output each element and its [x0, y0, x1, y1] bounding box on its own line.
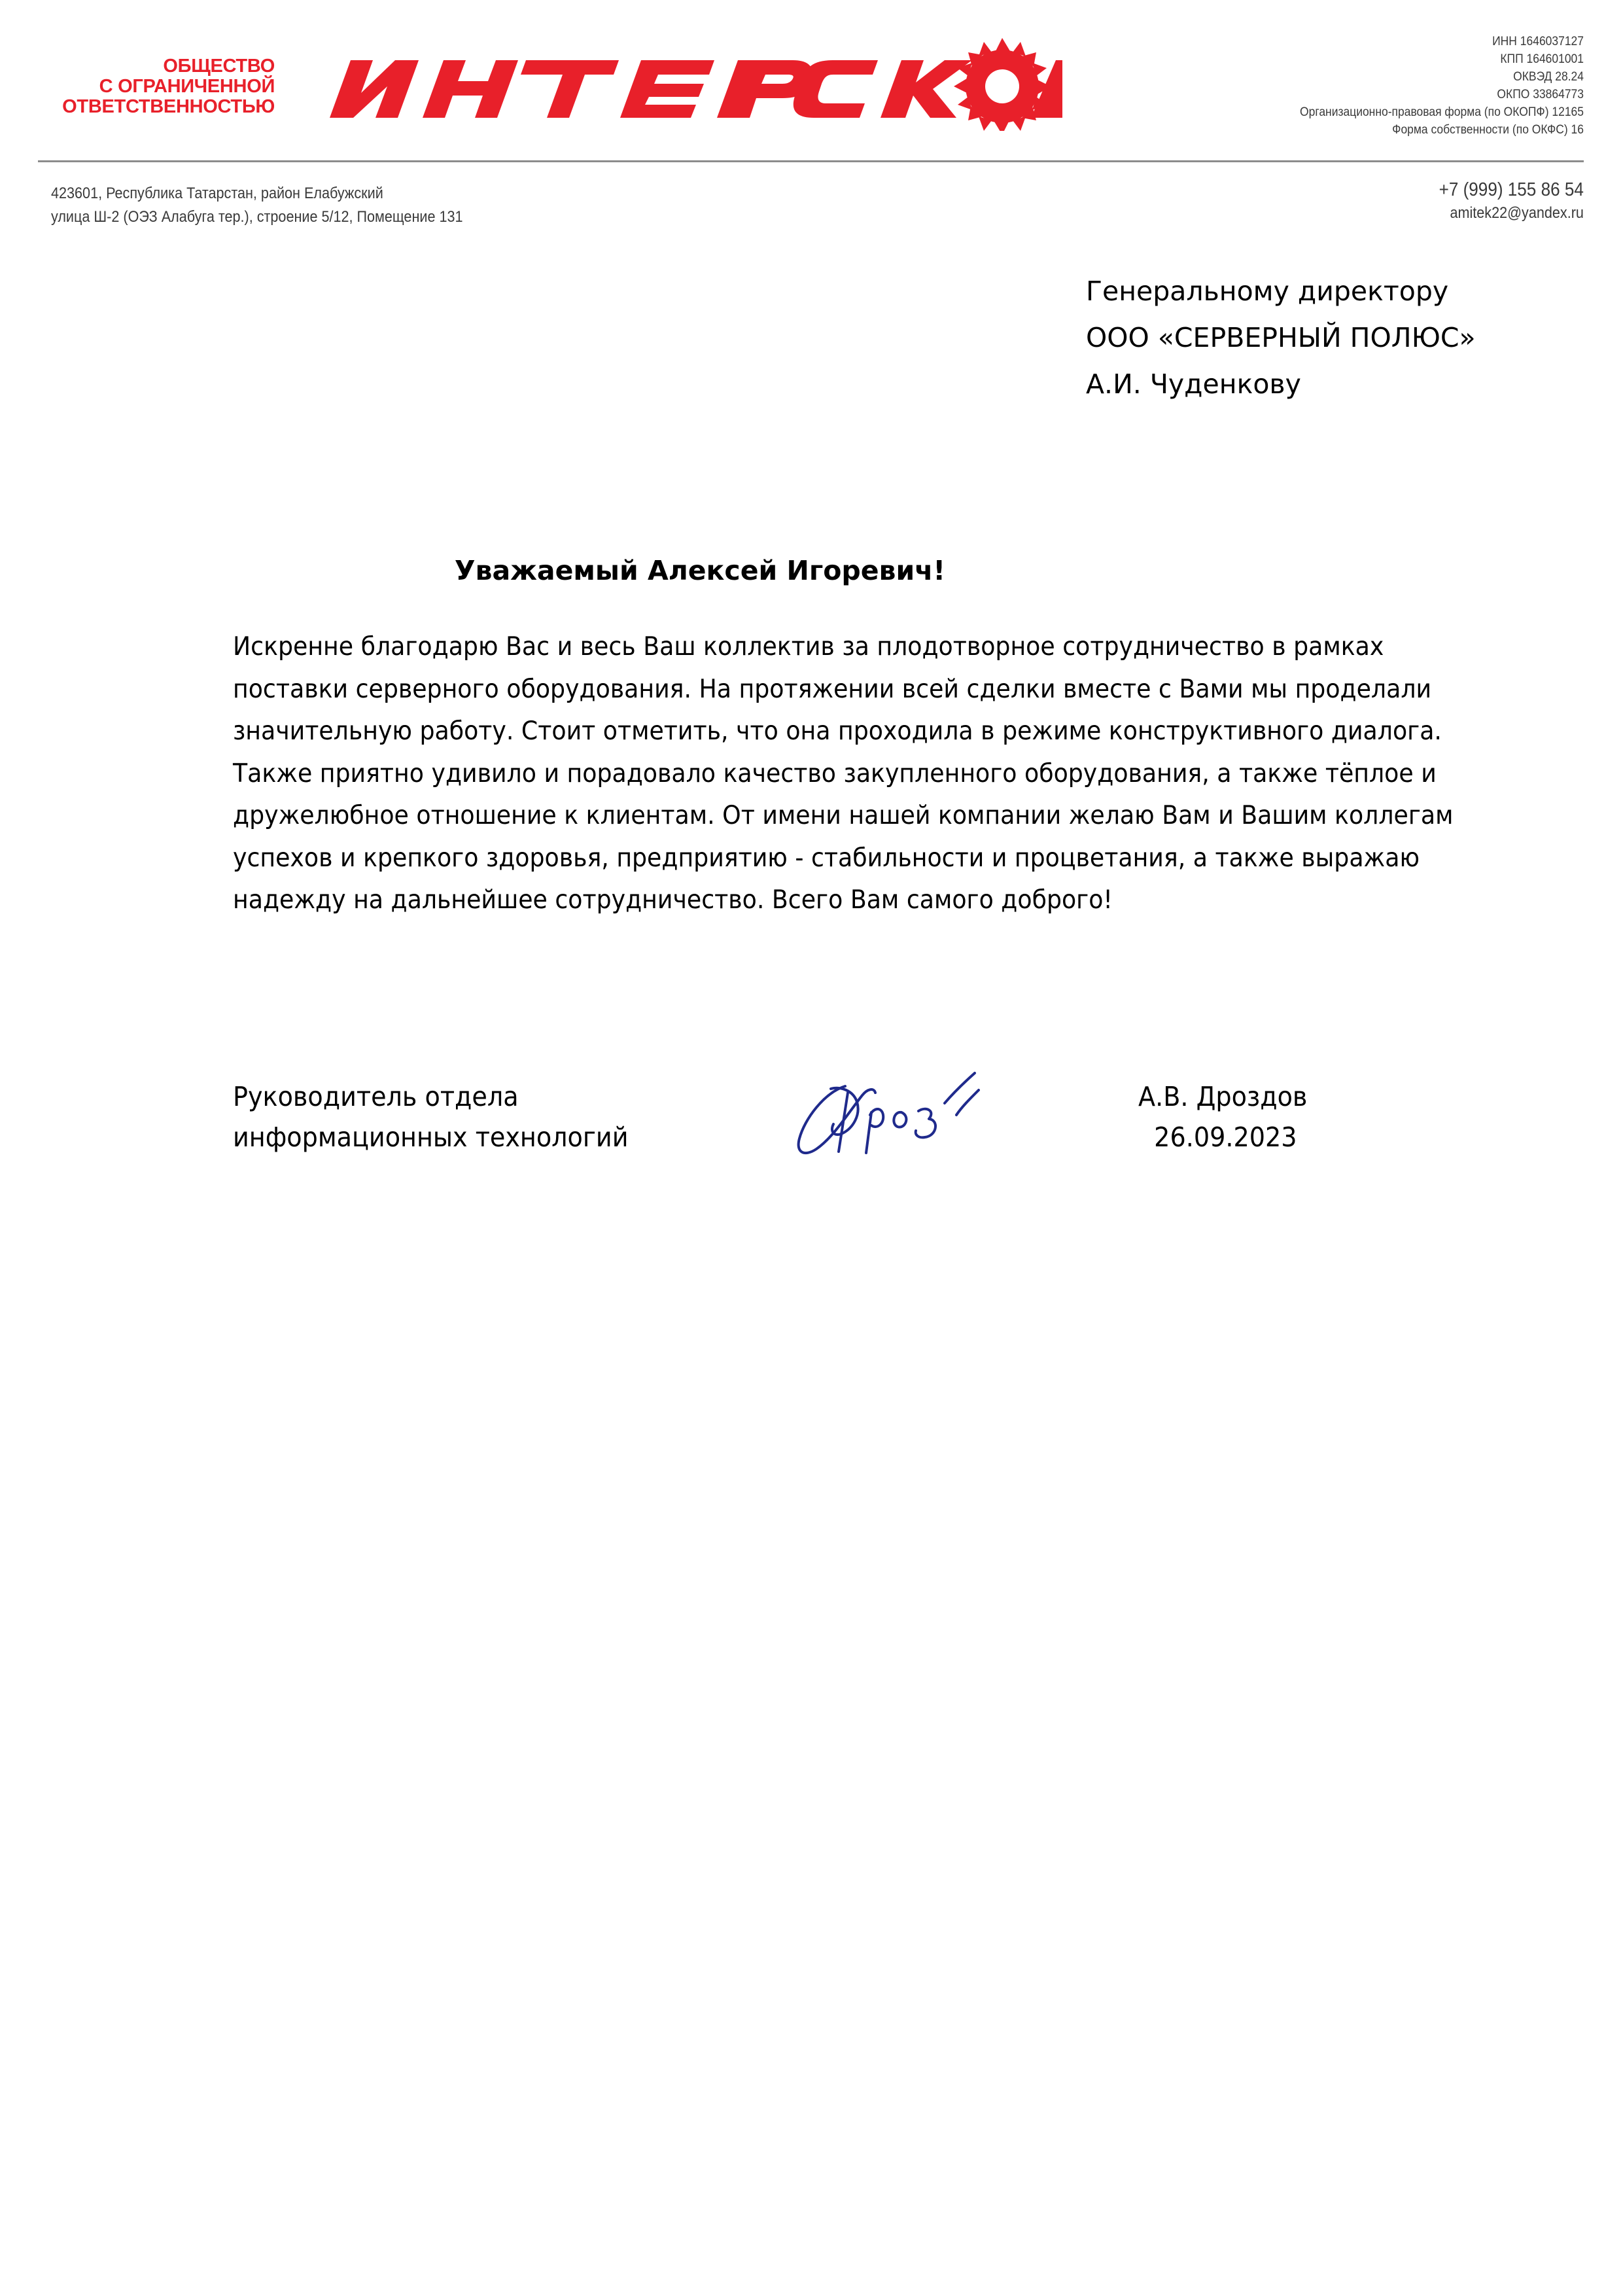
- email-address: amitek22@yandex.ru: [1450, 204, 1584, 222]
- address-line: 423601, Республика Татарстан, район Елабужский: [51, 185, 383, 202]
- body-line: дружелюбное отношение к клиентам. От имени нашей компании желаю Вам и Вашим коллегам: [233, 801, 1454, 830]
- brand-logo: [317, 26, 1062, 131]
- handwritten-signature: [785, 1047, 1034, 1165]
- legal-line: ИНН 1646037127: [1492, 35, 1584, 48]
- recipient-block: [1086, 268, 1476, 408]
- legal-requisites: [1198, 33, 1584, 139]
- header-divider: [38, 160, 1584, 162]
- letter-salutation: [232, 554, 1514, 588]
- salutation-text: Уважаемый Алексей Игоревич!: [454, 555, 946, 586]
- legal-line: Форма собственности (по ОКФС) 16: [1392, 123, 1584, 137]
- legal-line: ОКВЭД 28.24: [1513, 70, 1584, 84]
- position-line: Руководитель отдела: [233, 1081, 519, 1112]
- org-form-label: [52, 56, 275, 117]
- org-form-line: ОБЩЕСТВО: [163, 56, 275, 77]
- recipient-line: А.И. Чуденкову: [1086, 368, 1301, 400]
- body-line: надежду на дальнейшее сотрудничество. Всего Вам самого доброго!: [233, 885, 1113, 915]
- legal-line: Организационно-правовая форма (по ОКОПФ) 12165: [1300, 105, 1584, 119]
- company-address: [51, 182, 462, 229]
- signatory-name-date: [1138, 1076, 1307, 1157]
- body-line: Также приятно удивило и порадовало качество закупленного оборудования, а также тёплое и: [233, 758, 1437, 788]
- recipient-line: ООО «СЕРВЕРНЫЙ ПОЛЮС»: [1086, 322, 1476, 353]
- letter-body: [233, 626, 1453, 922]
- position-line: информационных технологий: [233, 1122, 629, 1153]
- body-line: поставки серверного оборудования. На протяжении всей сделки вместе с Вами мы проделали: [233, 674, 1432, 704]
- recipient-line: Генеральному директору: [1086, 275, 1449, 307]
- signatory-position: [233, 1076, 628, 1157]
- body-line: значительную работу. Стоит отметить, что она проходила в режиме конструктивного диалога.: [233, 716, 1442, 746]
- legal-line: ОКПО 33864773: [1497, 88, 1584, 101]
- legal-line: КПП 164601001: [1500, 52, 1584, 66]
- company-contacts: [1439, 178, 1584, 225]
- letter-date: 26.09.2023: [1154, 1122, 1297, 1153]
- address-line: улица Ш-2 (ОЭЗ Алабуга тер.), строение 5/12, Помещение 131: [51, 208, 463, 226]
- body-line: Искренне благодарю Вас и весь Ваш коллектив за плодотворное сотрудничество в рамках: [233, 632, 1384, 662]
- org-form-line: С ОГРАНИЧЕННОЙ: [99, 76, 275, 97]
- body-line: успехов и крепкого здоровья, предприятию - стабильности и процветания, а также выражаю: [233, 843, 1420, 873]
- org-form-line: ОТВЕТСТВЕННОСТЬЮ: [62, 96, 275, 117]
- signatory-name: А.В. Дроздов: [1138, 1081, 1308, 1112]
- phone-number: +7 (999) 155 86 54: [1439, 179, 1584, 200]
